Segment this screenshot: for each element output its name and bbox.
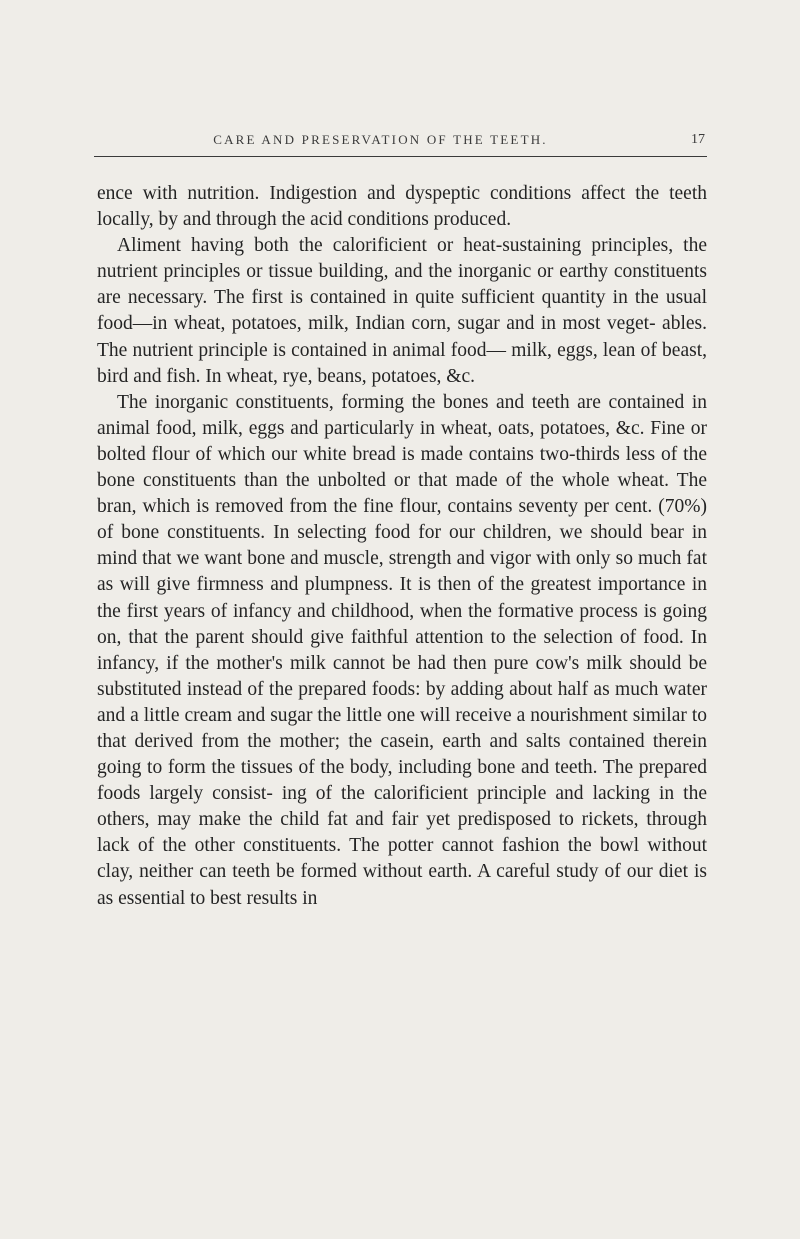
paragraph-aliment: Aliment having both the calorificient or heat-sustaining principles, the nutrient principles or tissue building, and the inorganic or earthy constituents are necessary. The first is contained in quite sufficient quantity in the usual food—in wheat, potatoes, milk, Indian corn, sugar and in most veget- ables. The nutrient principle is contained in animal food— milk, eggs, lean of beast, bird and fish. In wheat, rye, beans, potatoes, &c. [97,235,707,387]
running-head [94,132,707,157]
running-head-title: CARE AND PRESERVATION OF THE TEETH. [213,132,548,147]
page-number: 17 [691,132,705,147]
body-text [97,181,707,912]
paragraph-continuation: ence with nutrition. Indigestion and dyspeptic conditions affect the teeth locally, by and through the acid conditions produced. [97,183,707,231]
paragraph-inorganic-constituents: The inorganic constituents, forming the bones and teeth are contained in animal food, milk, eggs and particularly in wheat, oats, potatoes, &c. Fine or bolted flour of which our white bread is made contains two-thirds less of the bone constituents than the unbolted or that made of the whole wheat. The bran, which is removed from the fine flour, contains seventy per cent. (70%) of bone constituents. In selecting food for our children, we should bear in mind that we want bone and muscle, strength and vigor with only so much fat as will give firmness and plumpness. It is then of the greatest importance in the first years of infancy and childhood, when the formative process is going on, that the parent should give faithful attention to the selection of food. In infancy, if the mother's milk cannot be had then pure cow's milk should be substituted instead of the prepared foods: by adding about half as much water and a little cream and sugar the little one will receive a nourishment similar to that derived from the mother; the casein, earth and salts contained therein going to form the tissues of the body, including bone and teeth. The prepared foods largely consist- ing of the calorificient principle and lacking in the others, may make the child fat and fair yet predisposed to rickets, through lack of the other constituents. The potter cannot fashion the bowl without clay, neither can teeth be formed without earth. A careful study of our diet is as essential to best results in [97,391,707,909]
